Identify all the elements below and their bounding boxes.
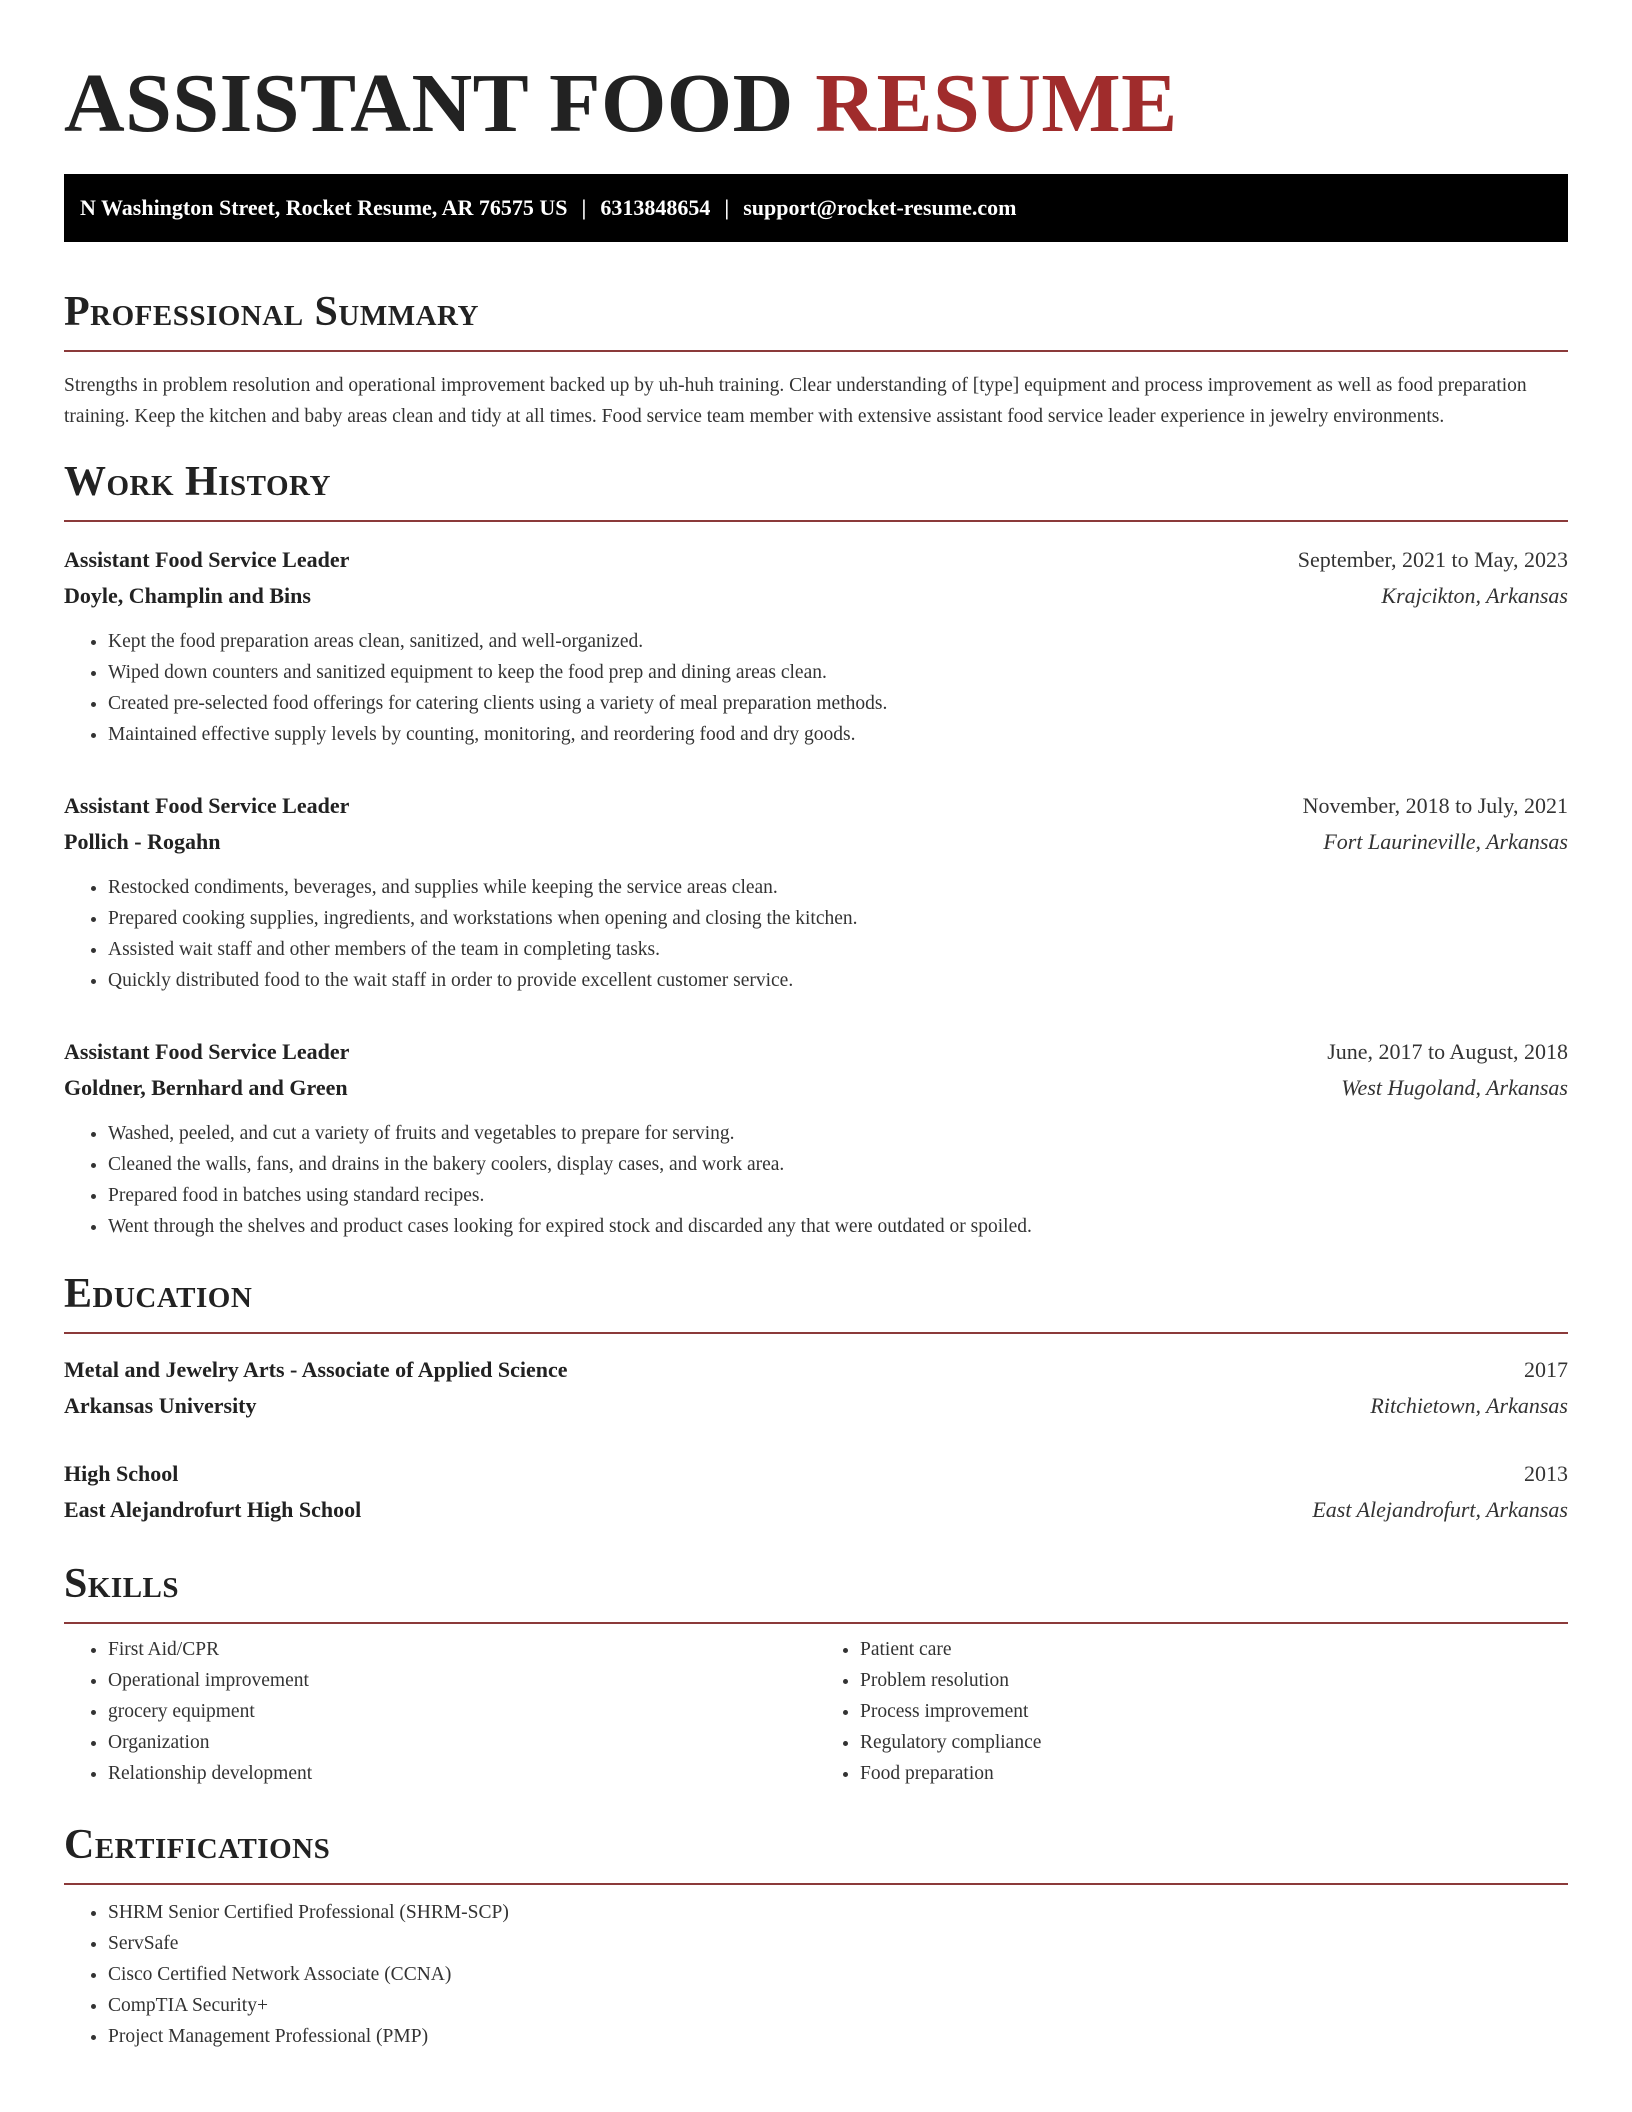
job-header-row <box>64 1034 1568 1070</box>
job-title: Assistant Food Service Leader <box>64 1039 350 1064</box>
certification-item: • Project Management Professional (PMP) <box>108 2021 1568 2052</box>
certification-item: • SHRM Senior Certified Professional (SHRM-SCP) <box>108 1897 1568 1928</box>
education-degree-row <box>64 1352 1568 1388</box>
summary-heading: Professional Summary <box>64 289 479 335</box>
job-entry <box>64 542 1568 750</box>
skill-item: • Regulatory compliance <box>860 1727 1568 1758</box>
section-divider <box>64 1332 1568 1334</box>
resume-title-main: ASSISTANT FOOD <box>64 57 794 150</box>
job-bullet: • Wiped down counters and sanitized equipment to keep the food prep and dining areas clean. <box>108 657 1568 688</box>
skills-heading: Skills <box>64 1561 180 1607</box>
job-bullet: • Cleaned the walls, fans, and drains in the bakery coolers, display cases, and work area. <box>108 1149 1568 1180</box>
certification-item: • Cisco Certified Network Associate (CCNA) <box>108 1959 1568 1990</box>
skill-item: • grocery equipment <box>108 1696 816 1727</box>
job-entry <box>64 1034 1568 1242</box>
job-dates: November, 2018 to July, 2021 <box>1302 793 1568 818</box>
skills-columns <box>64 1634 1568 1789</box>
education-degree: High School <box>64 1461 179 1486</box>
education-degree-row <box>64 1456 1568 1492</box>
job-bullet: • Went through the shelves and product cases looking for expired stock and discarded any that were outdated or spoiled. <box>108 1211 1568 1242</box>
skills-list-right <box>816 1634 1568 1789</box>
certifications-section <box>64 1819 1568 2052</box>
job-bullet: • Kept the food preparation areas clean, sanitized, and well-organized. <box>108 626 1568 657</box>
section-divider <box>64 520 1568 522</box>
job-location: West Hugoland, Arkansas <box>1341 1075 1568 1100</box>
skills-section <box>64 1558 1568 1789</box>
skill-item: • Food preparation <box>860 1758 1568 1789</box>
job-company-row <box>64 1070 1568 1106</box>
job-bullet: • Quickly distributed food to the wait staff in order to provide excellent customer service. <box>108 965 1568 996</box>
job-dates: September, 2021 to May, 2023 <box>1297 547 1568 572</box>
education-school: Arkansas University <box>64 1393 257 1418</box>
job-bullet: • Assisted wait staff and other members of the team in completing tasks. <box>108 934 1568 965</box>
job-bullet: • Restocked condiments, beverages, and supplies while keeping the service areas clean. <box>108 872 1568 903</box>
skills-list-left <box>64 1634 816 1789</box>
section-divider <box>64 350 1568 352</box>
job-bullet: • Washed, peeled, and cut a variety of fruits and vegetables to prepare for serving. <box>108 1118 1568 1149</box>
certification-item: • ServSafe <box>108 1928 1568 1959</box>
certifications-heading: Certifications <box>64 1822 331 1868</box>
job-bullet: • Created pre-selected food offerings for catering clients using a variety of meal preparation methods. <box>108 688 1568 719</box>
job-company-row <box>64 824 1568 860</box>
work-history-section <box>64 456 1568 1242</box>
contact-separator: | <box>724 195 730 220</box>
education-year: 2013 <box>1524 1461 1568 1486</box>
job-dates: June, 2017 to August, 2018 <box>1327 1039 1568 1064</box>
education-school: East Alejandrofurt High School <box>64 1497 362 1522</box>
job-location: Fort Laurineville, Arkansas <box>1323 829 1568 854</box>
contact-email: support@rocket-resume.com <box>743 195 1017 220</box>
resume-title-accent: RESUME <box>815 57 1178 150</box>
job-bullet: • Maintained effective supply levels by counting, monitoring, and reordering food and dry goods. <box>108 719 1568 750</box>
job-header-row <box>64 788 1568 824</box>
resume-title <box>64 58 1568 150</box>
certifications-list <box>64 1897 1568 2052</box>
education-location: East Alejandrofurt, Arkansas <box>1312 1497 1568 1522</box>
education-section <box>64 1268 1568 1528</box>
job-entry <box>64 788 1568 996</box>
job-company: Goldner, Bernhard and Green <box>64 1075 348 1100</box>
education-year: 2017 <box>1524 1357 1568 1382</box>
job-title: Assistant Food Service Leader <box>64 547 350 572</box>
skill-item: • Relationship development <box>108 1758 816 1789</box>
education-degree: Metal and Jewelry Arts - Associate of Applied Science <box>64 1357 568 1382</box>
education-school-row <box>64 1388 1568 1424</box>
resume-page <box>64 0 1568 2052</box>
education-entry <box>64 1456 1568 1528</box>
skill-item: • Operational improvement <box>108 1665 816 1696</box>
job-header-row <box>64 542 1568 578</box>
skill-item: • Process improvement <box>860 1696 1568 1727</box>
job-company: Pollich - Rogahn <box>64 829 221 854</box>
job-bullet: • Prepared cooking supplies, ingredients, and workstations when opening and closing the kitchen. <box>108 903 1568 934</box>
job-bullets <box>64 1118 1568 1242</box>
contact-separator: | <box>581 195 587 220</box>
contact-address: N Washington Street, Rocket Resume, AR 76575 US <box>80 195 568 220</box>
skill-item: • Patient care <box>860 1634 1568 1665</box>
job-bullets <box>64 872 1568 996</box>
job-title: Assistant Food Service Leader <box>64 793 350 818</box>
contact-bar <box>64 174 1568 242</box>
certification-item: • CompTIA Security+ <box>108 1990 1568 2021</box>
education-entry <box>64 1352 1568 1424</box>
job-bullet: • Prepared food in batches using standard recipes. <box>108 1180 1568 1211</box>
skill-item: • Problem resolution <box>860 1665 1568 1696</box>
section-divider <box>64 1883 1568 1885</box>
education-school-row <box>64 1492 1568 1528</box>
education-heading: Education <box>64 1271 253 1317</box>
section-divider <box>64 1622 1568 1624</box>
education-location: Ritchietown, Arkansas <box>1370 1393 1568 1418</box>
job-company-row <box>64 578 1568 614</box>
summary-section <box>64 286 1568 432</box>
job-location: Krajcikton, Arkansas <box>1381 583 1568 608</box>
job-company: Doyle, Champlin and Bins <box>64 583 311 608</box>
job-bullets <box>64 626 1568 750</box>
skill-item: • Organization <box>108 1727 816 1758</box>
work-history-heading: Work History <box>64 459 331 505</box>
contact-phone: 6313848654 <box>600 195 711 220</box>
summary-text: Strengths in problem resolution and operational improvement backed up by uh-huh training. Clear understanding of [type] equipment and process improvement as well as food preparation training. Keep the kitchen and baby areas clean and tidy at all times. Food service team member with extensive assistant food service leader experience in jewelry environments. <box>64 375 1527 427</box>
skill-item: • First Aid/CPR <box>108 1634 816 1665</box>
